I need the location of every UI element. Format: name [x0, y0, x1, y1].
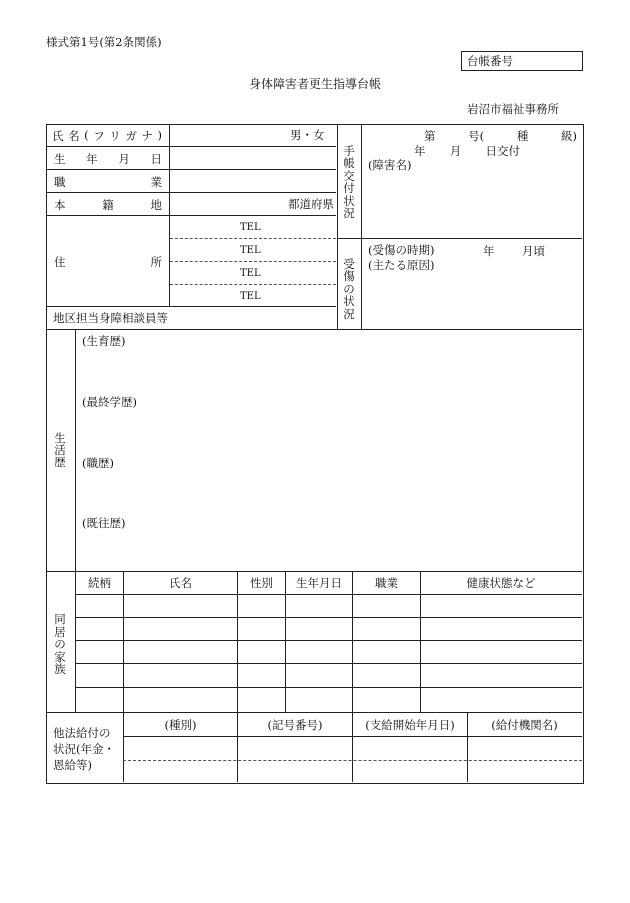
disability-name-label: (障害名) — [368, 158, 412, 172]
family-row[interactable] — [76, 595, 581, 617]
tel-label-4: TEL — [240, 291, 261, 302]
family-row[interactable] — [76, 664, 581, 687]
counselor-field[interactable] — [170, 307, 337, 329]
occupation-label: 職 業 — [54, 175, 162, 189]
family-col-birthdate: 生年月日 — [296, 576, 342, 590]
family-row[interactable] — [76, 618, 581, 640]
handbook-status-label: 手 帳 交 付 状 況 — [343, 144, 355, 221]
family-label: 同 居 の 家 族 — [54, 612, 66, 676]
benefits-col-institution: (給付機関名) — [491, 718, 558, 732]
benefits-row[interactable] — [124, 737, 581, 759]
disability-name-field[interactable] — [362, 172, 581, 237]
handbook-number-line: 第 号( 種 級) — [424, 129, 577, 143]
injury-cause-field[interactable] — [362, 272, 581, 328]
family-col-health: 健康状態など — [466, 576, 536, 590]
ledger-number-box[interactable] — [461, 51, 583, 71]
occupation-field[interactable] — [170, 170, 337, 192]
family-col-occupation: 職業 — [375, 576, 398, 590]
tel-label-1: TEL — [240, 222, 261, 233]
benefits-col-start-date: (支給開始年月日) — [365, 718, 455, 732]
upbringing-label: (生育歴) — [82, 334, 126, 348]
benefits-col-code: (記号番号) — [267, 718, 323, 732]
life-history-field[interactable] — [76, 348, 581, 570]
family-col-name: 氏名 — [169, 576, 192, 590]
birthdate-label: 生 年 月 日 — [54, 152, 162, 166]
medical-history-label: (既往歴) — [82, 516, 126, 530]
name-label: 氏 名 ( フ リ ガ ナ ) — [52, 128, 162, 143]
benefits-col-type: (種別) — [164, 718, 197, 732]
page-title: 身体障害者更生指導台帳 — [248, 77, 381, 91]
gender-field[interactable]: 男・女 — [290, 128, 325, 142]
benefits-label: 他法給付の 状況(年金・ 恩給等) — [53, 726, 115, 772]
prefecture-field[interactable]: 都道府県 — [288, 197, 334, 211]
education-label: (最終学歴) — [82, 395, 137, 409]
family-col-relation: 続柄 — [88, 576, 111, 590]
family-row[interactable] — [76, 641, 581, 663]
injury-cause-label: (主たる原因) — [368, 258, 435, 272]
birthdate-field[interactable] — [170, 147, 337, 169]
injury-time-label: (受傷の時期) — [368, 243, 435, 257]
office-name: 岩沼市福祉事務所 — [467, 102, 559, 116]
tel-label-2: TEL — [240, 245, 261, 256]
tel-label-3: TEL — [240, 268, 261, 279]
form-number: 様式第1号(第2条関係) — [46, 35, 162, 49]
domicile-label: 本 籍 地 — [54, 198, 162, 212]
life-history-label: 生 活 歴 — [54, 431, 66, 469]
injury-time-units: 年 月頃 — [483, 244, 545, 258]
address-label: 住 所 — [54, 255, 162, 269]
benefits-row[interactable] — [124, 761, 581, 782]
ledger-number-label: 台帳番号 — [467, 54, 513, 68]
work-history-label: (職歴) — [82, 456, 114, 470]
handbook-date-line: 年 月 日交付 — [414, 144, 520, 158]
injury-status-label: 受 傷 の 状 況 — [343, 257, 355, 321]
family-col-sex: 性別 — [250, 576, 273, 590]
counselor-label: 地区担当身障相談員等 — [53, 311, 168, 325]
family-row[interactable] — [76, 688, 581, 712]
